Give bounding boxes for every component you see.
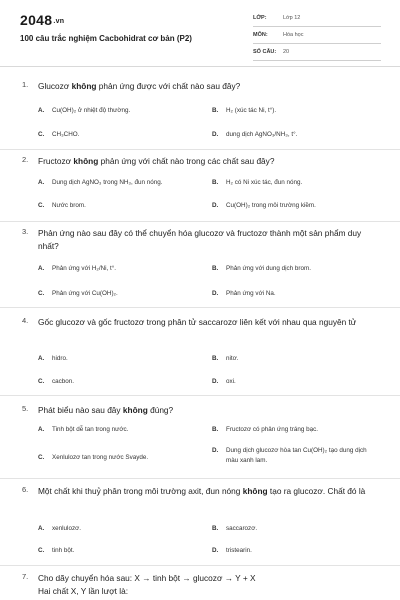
question-text-part: Phát biểu nào sau đây: [38, 405, 123, 415]
meta-label: MÔN:: [253, 32, 268, 38]
option-text: Cu(OH)₂ ở nhiệt độ thường.: [52, 107, 131, 114]
option-text: dung dịch AgNO₃/NH₃, t°.: [226, 131, 298, 138]
question-header: [22, 316, 368, 329]
question-text: [38, 155, 368, 168]
option-b[interactable]: [212, 425, 376, 435]
option-d[interactable]: [212, 201, 376, 211]
question-text-part: tạo ra glucozơ. Chất đó là: [267, 486, 366, 496]
option-text: tinh bột.: [52, 547, 75, 554]
question-text-part: phản ứng được với chất nào sau đây?: [96, 81, 241, 91]
question-number: 1.: [22, 80, 29, 89]
option-a[interactable]: [38, 264, 202, 274]
option-b[interactable]: [212, 524, 376, 534]
option-text: H₂ có Ni xúc tác, đun nóng.: [226, 179, 303, 186]
option-a[interactable]: [38, 178, 202, 188]
option-text: Dung dịch glucozơ hòa tan Cu(OH)₂ tạo dung dịch màu xanh lam.: [226, 447, 367, 464]
meta-label: SỐ CÂU:: [253, 49, 277, 55]
question-text-part: Cho dãy chuyển hóa sau: X → tinh bột → glucozơ → Y + X: [38, 573, 256, 583]
option-letter: B.: [212, 426, 219, 433]
option-b[interactable]: [212, 264, 376, 274]
question-text: [38, 404, 368, 417]
meta-panel: [253, 10, 381, 61]
option-d[interactable]: [212, 377, 376, 387]
question-text: [38, 485, 368, 498]
option-letter: C.: [38, 290, 45, 297]
divider: [0, 149, 400, 150]
question-text-bold: không: [73, 156, 99, 166]
option-c[interactable]: [38, 546, 202, 556]
option-a[interactable]: [38, 524, 202, 534]
logo-suffix: .vn: [53, 18, 65, 25]
meta-row-subject: [253, 27, 381, 44]
option-letter: B.: [212, 355, 219, 362]
meta-row-class: [253, 10, 381, 27]
option-text: Nước brom.: [52, 202, 86, 209]
option-letter: A.: [38, 355, 45, 362]
option-c[interactable]: [38, 289, 202, 299]
option-letter: C.: [38, 547, 45, 554]
option-letter: C.: [38, 378, 45, 385]
question-text: [38, 572, 368, 598]
question-text-bold: không: [122, 405, 148, 415]
option-c[interactable]: [38, 130, 202, 140]
question-text-bold: không: [242, 486, 268, 496]
question-text-part: Một chất khi thuỷ phân trong môi trường axit, đun nóng: [38, 486, 243, 496]
option-letter: A.: [38, 265, 45, 272]
question-header: [22, 572, 368, 598]
option-text: Phản ứng với Cu(OH)₂.: [52, 290, 118, 297]
option-text: Cu(OH)₂ trong môi trường kiềm.: [226, 202, 316, 209]
question-text-part: Hai chất X, Y lần lượt là:: [38, 586, 129, 596]
option-letter: C.: [38, 202, 45, 209]
option-letter: B.: [212, 265, 219, 272]
option-text: nitơ.: [226, 355, 239, 362]
option-text: CH₃CHO.: [52, 131, 80, 138]
option-b[interactable]: [212, 178, 376, 188]
question-header: [22, 485, 368, 498]
option-letter: B.: [212, 525, 219, 532]
meta-label: LỚP:: [253, 15, 267, 21]
option-letter: D.: [212, 447, 219, 454]
logo-text: 2048: [20, 12, 53, 28]
question-number: 6.: [22, 485, 29, 494]
question-header: [22, 155, 368, 168]
divider: [0, 565, 400, 566]
option-b[interactable]: [212, 106, 376, 116]
option-letter: C.: [38, 454, 45, 461]
option-text: Dung dịch AgNO₃ trong NH₃, đun nóng.: [52, 179, 163, 186]
site-logo[interactable]: [20, 12, 64, 28]
option-letter: B.: [212, 179, 219, 186]
option-letter: A.: [38, 107, 45, 114]
option-text: cacbon.: [52, 378, 75, 385]
option-letter: A.: [38, 426, 45, 433]
option-letter: D.: [212, 378, 219, 385]
divider: [0, 221, 400, 222]
question-text: [38, 80, 368, 93]
option-text: H₂ (xúc tác Ni, t°).: [226, 107, 277, 114]
option-d[interactable]: [212, 446, 376, 466]
option-d[interactable]: [212, 289, 376, 299]
option-b[interactable]: [212, 354, 376, 364]
question-number: 5.: [22, 404, 29, 413]
meta-value: Lớp 12: [283, 15, 301, 21]
option-letter: D.: [212, 290, 219, 297]
option-text: Fructozơ có phản ứng tráng bạc.: [226, 426, 319, 433]
question-text: Phản ứng nào sau đây có thể chuyển hóa glucozơ và fructozơ thành một sản phẩm duy nhất?: [38, 228, 362, 251]
question-number: 4.: [22, 316, 29, 325]
option-a[interactable]: [38, 354, 202, 364]
option-letter: B.: [212, 107, 219, 114]
question-header: [22, 404, 368, 417]
option-letter: D.: [212, 547, 219, 554]
meta-row-count: [253, 44, 381, 61]
option-text: hidro.: [52, 355, 68, 362]
divider: [0, 307, 400, 308]
option-letter: A.: [38, 179, 45, 186]
option-letter: A.: [38, 525, 45, 532]
option-a[interactable]: [38, 425, 202, 435]
option-c[interactable]: [38, 201, 202, 211]
option-letter: D.: [212, 131, 219, 138]
question-number: 2.: [22, 155, 29, 164]
option-text: Phản ứng với H₂/Ni, t°.: [52, 265, 117, 272]
question-text-part: Fructozơ: [38, 156, 74, 166]
question-text-part: Glucozơ: [38, 81, 72, 91]
question-text-part: phản ứng với chất nào trong các chất sau đây?: [98, 156, 275, 166]
question-text-bold: không: [71, 81, 97, 91]
question-number: 7.: [22, 572, 29, 581]
meta-value: 20: [283, 49, 290, 55]
option-c[interactable]: [38, 453, 202, 463]
option-a[interactable]: [38, 106, 202, 116]
option-c[interactable]: [38, 377, 202, 387]
divider: [0, 478, 400, 479]
option-letter: D.: [212, 202, 219, 209]
question-header: [22, 80, 368, 93]
option-text: Phản ứng với dung dịch brom.: [226, 265, 312, 272]
page-title: 100 câu trắc nghiệm Cacbohidrat cơ bản (P2): [20, 34, 192, 43]
question-text: Gốc glucozơ và gốc fructozơ trong phân tử saccarozơ liên kết với nhau qua nguyên tử: [38, 317, 357, 327]
question-text-part: đúng?: [147, 405, 174, 415]
option-d[interactable]: [212, 130, 376, 140]
meta-value: Hóa học: [283, 32, 304, 38]
option-text: tristearin.: [226, 547, 252, 554]
option-text: saccarozơ.: [226, 525, 258, 532]
page-header: [0, 0, 400, 67]
option-letter: C.: [38, 131, 45, 138]
option-text: xenlulozơ.: [52, 525, 81, 532]
question-header: [22, 227, 368, 253]
option-d[interactable]: [212, 546, 376, 556]
option-text: Phản ứng với Na.: [226, 290, 276, 297]
option-text: Tinh bột dễ tan trong nước.: [52, 426, 129, 433]
option-text: oxi.: [226, 378, 236, 385]
divider: [0, 395, 400, 396]
question-number: 3.: [22, 227, 29, 236]
option-text: Xenlulozơ tan trong nước Svayde.: [52, 454, 149, 461]
